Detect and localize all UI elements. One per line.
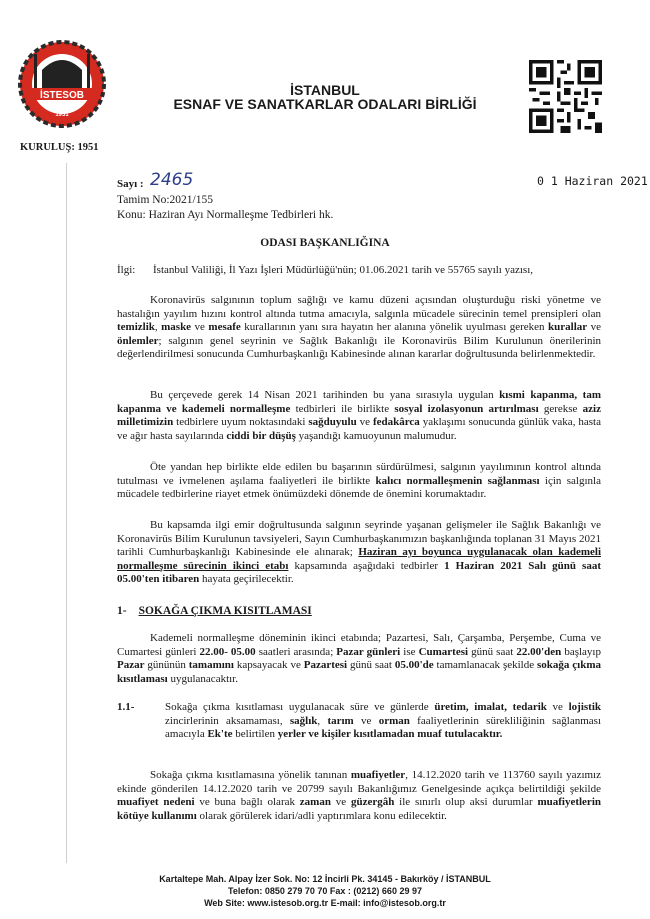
item-1-1-number: 1.1- xyxy=(117,701,135,713)
paragraph-3: Öte yandan hep birlikte elde edilen bu başarının sürdürülmesi, salgının yayılımının kontrol altında tutulması ve ivmelenen aşılama faaliyetleri ile birlikte kalıcı normalleşmenin sağlanması için salgınla mücadele tedbirlerine riayet etmek önümüzdeki dönemde de önemini korumaktadır. xyxy=(117,461,601,501)
circular-number: Tamim No:2021/155 xyxy=(117,194,213,206)
item-1-1-text: Sokağa çıkma kısıtlaması uygulanacak süre ve günlerde üretim, imalat, tedarik ve lojistik zincirlerinin aksamaması, sağlık, tarım ve orman faaliyetlerinin sürekliliğinin sağlanması amacıyla Ek'te belirtilen yerler ve kişiler kısıtlamadan muaf tutulacaktır. xyxy=(165,701,602,741)
paragraph-1: Koronavirüs salgınının toplum sağlığı ve kamu düzeni açısından oluşturduğu riski yönetme ve hastalığın yayılım hızını kontrol altında tutma amacıyla, salgınla mücadele sürecinin temel prensipleri olan temizlik, maske ve mesafe kurallarının yanı sıra hayatın her alanına yönelik uyulması gereken kurallar ve önlemler; salgının genel seyrinin ve Sağlık Bakanlığı ile Koronavirüs Bilim Kurulunun önerilerinin değerlendirilmesi sonucunda Cumhurbaşkanlığı Kabinesinde alınan kararlar doğrultusunda belirlenmektedir. xyxy=(117,294,601,361)
sayi-handwritten-number: 2465 xyxy=(150,170,194,190)
section-1-heading xyxy=(117,605,312,617)
reference-text: İstanbul Valiliği, İl Yazı İşleri Müdürlüğü'nün; 01.06.2021 tarih ve 55765 sayılı yazısı, xyxy=(153,264,534,276)
footer-web[interactable]: Web Site: www.istesob.org.tr E-mail: info@istesob.org.tr xyxy=(204,898,446,908)
paragraph-4: Bu kapsamda ilgi emir doğrultusunda salgının seyrinde yaşanan gelişmeler ile Sağlık Bakanlığı ve Koronavirüs Bilim Kurulunun tavsiyeleri, Sayın Cumhurbaşkanımızın başkanlığında toplanan 31 Mayıs 2021 tarihli Cumhurbaşkanlığı Kabinesinde ele alınarak; Haziran ayı boyunca uygulanacak olan kademeli normalleşme sürecinin ikinci etabı kapsamında aşağıdaki tedbirler 1 Haziran 2021 Salı günü saat 05.00'ten itibaren hayata geçirilecektir. xyxy=(117,519,601,586)
section-1-number: 1- xyxy=(117,605,127,617)
paragraph-2: Bu çerçevede gerek 14 Nisan 2021 tarihinden bu yana sırasıyla uygulan kısmi kapanma, tam kapanma ve kademeli normalleşme tedbirleri ile birlikte sosyal izolasyonun artırılması gerekse aziz milletimizin tedbirlere uyum noktasındaki sağduyulu ve fedakârca yaklaşımı sonucunda günlük vaka, hasta ve ağır hasta sayılarında ciddi bir düşüş yaşandığı kamuoyunun malumudur. xyxy=(117,389,601,442)
recipient-heading: ODASI BAŞKANLIĞINA xyxy=(260,237,390,249)
qr-code xyxy=(529,60,602,133)
footer-address: Kartaltepe Mah. Alpay İzer Sok. No: 12 İncirli Pk. 34145 - Bakırköy / İSTANBUL xyxy=(159,874,491,884)
founded-label: KURULUŞ: 1951 xyxy=(20,142,99,153)
date-stamp: 0 1 Haziran 2021 xyxy=(537,174,648,188)
org-name-line2: ESNAF VE SANATKARLAR ODALARI BİRLİĞİ xyxy=(173,96,477,112)
left-margin-rule xyxy=(66,163,67,863)
section-1-title: SOKAĞA ÇIKMA KISITLAMASI xyxy=(138,605,312,617)
subject-line: Konu: Haziran Ayı Normalleşme Tedbirleri hk. xyxy=(117,209,334,221)
logo-wordmark: İSTESOB xyxy=(40,90,84,101)
reference-line xyxy=(117,264,617,276)
reference-label: İlgi: xyxy=(117,264,136,276)
org-name-line1: İSTANBUL xyxy=(290,82,360,98)
logo-year: 1951 xyxy=(55,112,69,118)
paragraph-5: Kademeli normalleşme döneminin ikinci etabında; Pazartesi, Salı, Çarşamba, Perşembe, Cuma ve Cumartesi günleri 22.00- 05.00 saatleri arasında; Pazar günleri ise Cumartesi günü saat 22.00'den başlayıp Pazar gününün tamamını kapsayacak ve Pazartesi günü saat 05.00'de tamamlanacak şekilde sokağa çıkma kısıtlaması uygulanacaktır. xyxy=(117,632,601,685)
sayi-label: Sayı : xyxy=(117,178,144,190)
footer-phone: Telefon: 0850 279 70 70 Fax : (0212) 660 29 97 xyxy=(228,886,422,896)
paragraph-6: Sokağa çıkma kısıtlamasına yönelik tanınan muafiyetler, 14.12.2020 tarih ve 113760 sayılı yazımız ekinde gönderilen 14.12.2020 tarih ve 20799 sayılı Bakanlığımız Genelgesinde açıkça belirtildiği şekilde muafiyet nedeni ve buna bağlı olarak zaman ve güzergâh ile sınırlı olup aksi durumlar muafiyetlerin kötüye kullanımı olarak görülerek idari/adli yaptırımlara konu edilecektir. xyxy=(117,769,601,822)
